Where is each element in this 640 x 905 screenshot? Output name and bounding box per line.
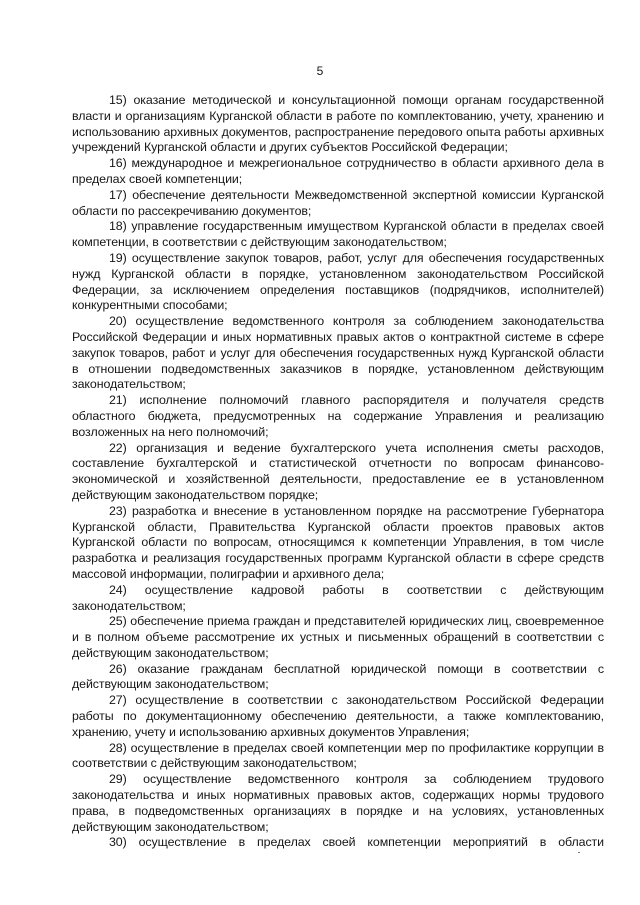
list-item: 23) разработка и внесение в установленном порядке на рассмотрение Губернатора Курганской области, Правительства Курганской области проектов правовых актов Курганской области по вопросам, относящимся к компетенции Управления, в том числе разработка и реализация государственных программ Курганской области в сфере средств массовой информации, полиграфии и архивного дела; xyxy=(72,503,604,581)
list-item: 21) исполнение полномочий главного распорядителя и получателя средств областного бюджета, предусмотренных на содержание Управления и реализацию возложенных на него полномочий; xyxy=(72,393,604,439)
list-item: 25) обеспечение приема граждан и представителей юридических лиц, своевременное и в полном объеме рассмотрение их устных и письменных обращений в соответствии с действующим законодательством; xyxy=(72,614,604,660)
document-body xyxy=(72,93,604,851)
list-item: 29) осуществление ведомственного контроля за соблюдением трудового законодательства и иных нормативных правовых актов, содержащих нормы трудового права, в подведомственных организациях в порядке и на условиях, установленных действующим законодательством; xyxy=(72,772,604,834)
list-item: 15) оказание методической и консультационной помощи органам государственной власти и организациям Курганской области в работе по комплектованию, учету, хранению и использованию архивных документов, распространение передового опыта работы архивных учреждений Курганской области и других субъектов Российской Федерации; xyxy=(72,93,604,155)
list-item: 16) международное и межрегиональное сотрудничество в области архивного дела в пределах своей компетенции; xyxy=(72,156,604,186)
list-item: 22) организация и ведение бухгалтерского учета исполнения сметы расходов, составление бухгалтерской и статистической отчетности по вопросам финансово-экономической и хозяйственной деятельности, предоставление ее в установленном действующим законодательством порядке; xyxy=(72,440,604,502)
list-item: 20) осуществление ведомственного контроля за соблюдением законодательства Российской Федерации и иных нормативных правых актов о контрактной системе в сфере закупок товаров, работ и услуг для обеспечения государственных нужд Курганской области в отношении подведомственных заказчиков в порядке, установленном действующим законодательством; xyxy=(72,314,604,392)
list-item: 18) управление государственным имуществом Курганской области в пределах своей компетенции, в соответствии с действующим законодательством; xyxy=(72,219,604,250)
list-item: 19) осуществление закупок товаров, работ, услуг для обеспечения государственных нужд Курганской области в порядке, установленном законодательством Российской Федерации, за исключением определения поставщиков (подрядчиков, исполнителей) конкурентными способами; xyxy=(72,250,604,313)
list-item: 30) осуществление в пределах своей компетенции мероприятий в области xyxy=(109,835,604,850)
list-item: 27) осуществление в соответствии с законодательством Российской Федерации работы по документационному обеспечению деятельности, а также комплектованию, хранению, учету и использованию архивных документов Управления; xyxy=(72,693,604,739)
list-item: 28) осуществление в пределах своей компетенции мер по профилактике коррупции в соответствии с действующим законодательством; xyxy=(72,740,604,771)
list-item: 24) осуществление кадровой работы в соответствии с действующим законодательством; xyxy=(72,582,604,613)
scan-speck xyxy=(578,852,580,853)
page-number: 5 xyxy=(316,64,324,78)
list-item: 26) оказание гражданам бесплатной юридической помощи в соответствии с действующим законодательством; xyxy=(72,661,604,692)
list-item: 17) обеспечение деятельности Межведомственной экспертной комиссии Курганской области по рассекречиванию документов; xyxy=(72,187,604,218)
